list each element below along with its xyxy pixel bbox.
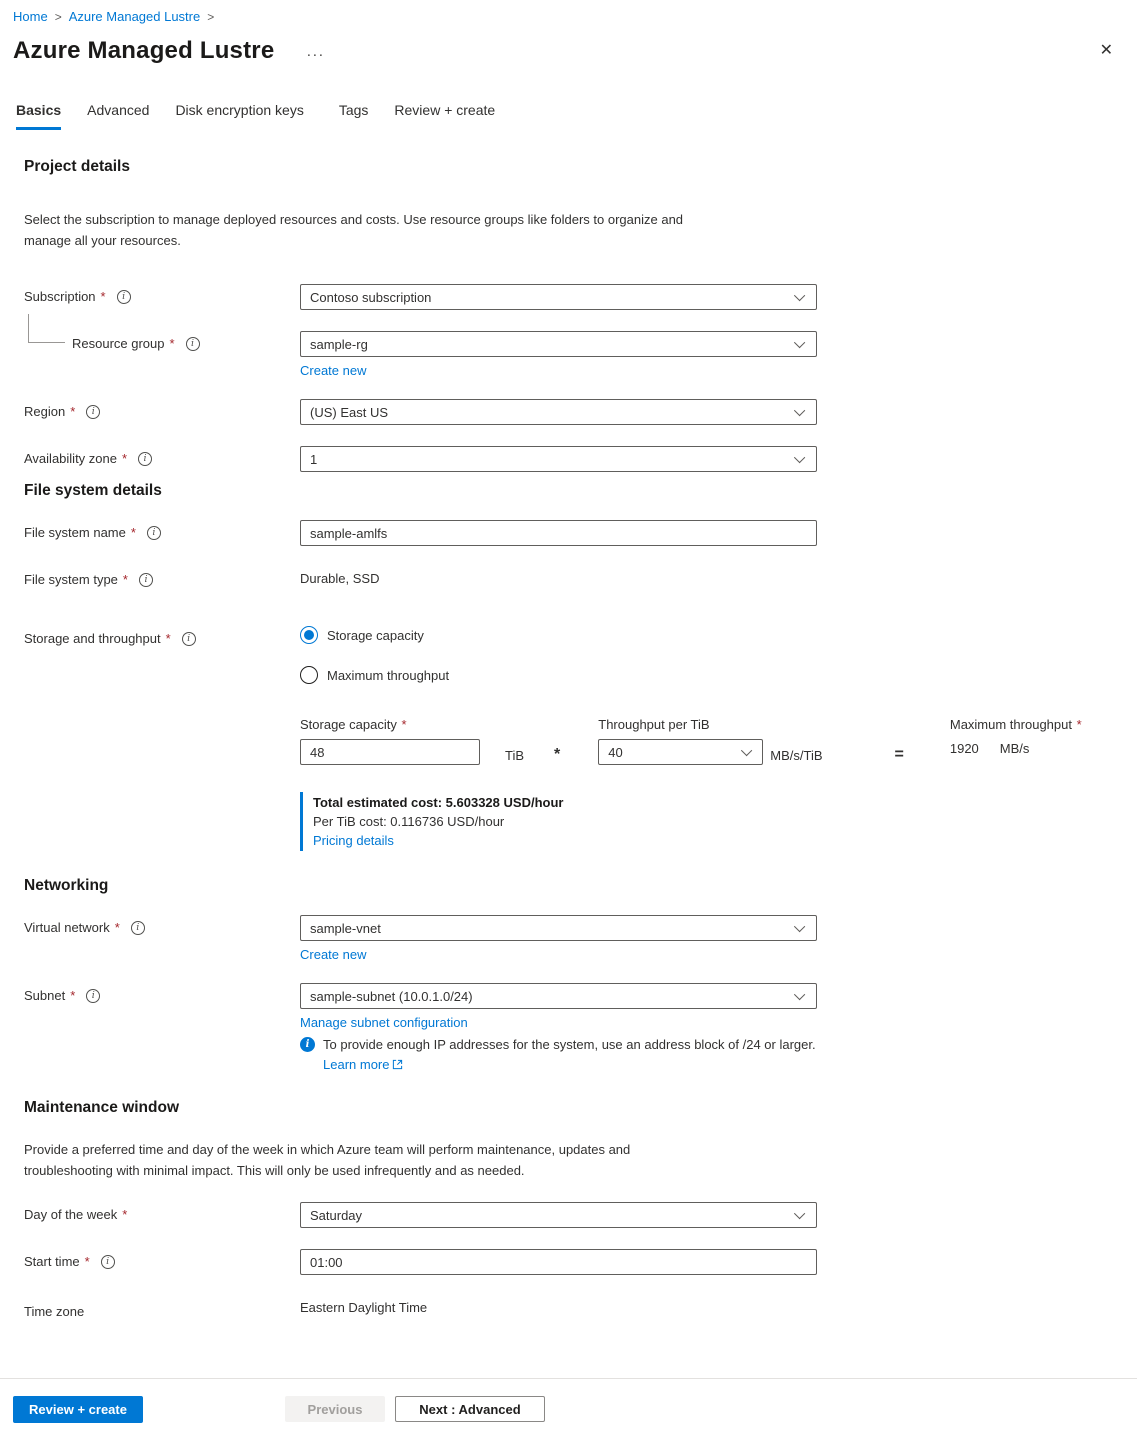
subscription-value: Contoso subscription bbox=[310, 289, 432, 305]
throughput-per-tib-value: 40 bbox=[608, 744, 623, 760]
breadcrumb-parent-link[interactable]: Azure Managed Lustre bbox=[68, 9, 201, 24]
maintenance-description: Provide a preferred time and day of the week in which Azure team will perform maintenance, updates and troubleshooting with minimal impact. This will only be used infrequently and as needed. bbox=[24, 1142, 631, 1179]
maximum-throughput-unit: MB/s bbox=[999, 741, 1030, 757]
time-zone-label bbox=[24, 1296, 300, 1319]
info-icon[interactable]: i bbox=[117, 290, 131, 304]
required-marker: * bbox=[165, 631, 171, 647]
availability-zone-select[interactable] bbox=[300, 446, 817, 472]
radio-storage-capacity-label: Storage capacity bbox=[327, 627, 424, 643]
capacity-unit-label: TiB bbox=[505, 748, 525, 764]
info-filled-icon: i bbox=[300, 1037, 315, 1052]
radio-storage-capacity[interactable] bbox=[300, 626, 1082, 644]
region-label bbox=[24, 399, 300, 419]
required-marker: * bbox=[130, 525, 136, 541]
subscription-select[interactable] bbox=[300, 284, 817, 310]
chevron-down-icon bbox=[794, 921, 805, 932]
required-marker: * bbox=[1076, 717, 1082, 733]
maximum-throughput-sublabel: Maximum throughput * bbox=[949, 717, 1082, 733]
subnet-row bbox=[24, 983, 1137, 1075]
chevron-down-icon bbox=[794, 290, 805, 301]
radio-unselected-icon bbox=[300, 666, 318, 684]
file-system-name-label-text: File system name bbox=[24, 525, 126, 541]
external-link-icon bbox=[392, 1059, 403, 1070]
resource-group-row bbox=[24, 331, 1137, 378]
tab-bar bbox=[16, 102, 1137, 130]
availability-zone-label-text: Availability zone bbox=[24, 451, 117, 467]
file-system-name-row bbox=[24, 520, 1137, 546]
chevron-down-icon bbox=[794, 1208, 805, 1219]
required-marker: * bbox=[70, 988, 76, 1004]
start-time-label bbox=[24, 1249, 300, 1269]
radio-selected-icon bbox=[300, 626, 318, 644]
previous-button[interactable]: Previous bbox=[285, 1396, 385, 1422]
time-zone-value: Eastern Daylight Time bbox=[300, 1300, 428, 1316]
networking-heading: Networking bbox=[24, 877, 109, 895]
virtual-network-select[interactable] bbox=[300, 915, 817, 941]
create-new-vnet-link[interactable]: Create new bbox=[300, 947, 367, 963]
per-tib-cost: Per TiB cost: 0.116736 USD/hour bbox=[313, 814, 505, 830]
time-zone-label-text: Time zone bbox=[24, 1304, 85, 1320]
file-system-name-label bbox=[24, 520, 300, 540]
project-details-heading: Project details bbox=[24, 158, 130, 175]
required-marker: * bbox=[122, 572, 128, 588]
day-of-week-label bbox=[24, 1202, 300, 1222]
tab-basics[interactable]: Basics bbox=[16, 102, 61, 130]
required-marker: * bbox=[100, 289, 106, 305]
info-icon[interactable]: i bbox=[147, 526, 161, 540]
learn-more-link[interactable]: Learn more bbox=[323, 1057, 390, 1073]
chevron-down-icon bbox=[794, 405, 805, 416]
subnet-label-text: Subnet bbox=[24, 988, 66, 1004]
required-marker: * bbox=[114, 920, 120, 936]
info-icon[interactable]: i bbox=[86, 405, 100, 419]
radio-maximum-throughput-label: Maximum throughput bbox=[327, 667, 450, 683]
file-system-type-label-text: File system type bbox=[24, 572, 118, 588]
close-icon[interactable]: ✕ bbox=[1099, 42, 1113, 59]
multiply-operator: * bbox=[554, 746, 561, 764]
maximum-throughput-value: 1920 bbox=[949, 741, 979, 757]
total-estimated-cost: Total estimated cost: 5.603328 USD/hour bbox=[313, 795, 564, 811]
start-time-row bbox=[24, 1249, 1137, 1275]
tab-disk-encryption-keys[interactable]: Disk encryption keys bbox=[175, 102, 304, 118]
info-icon[interactable]: i bbox=[138, 452, 152, 466]
virtual-network-label-text: Virtual network bbox=[24, 920, 110, 936]
manage-subnet-configuration-link[interactable]: Manage subnet configuration bbox=[300, 1015, 468, 1031]
equals-operator: = bbox=[894, 746, 904, 764]
tab-tags[interactable]: Tags bbox=[338, 102, 369, 118]
breadcrumb-separator: > bbox=[54, 9, 62, 24]
availability-zone-row bbox=[24, 446, 1137, 472]
create-new-resource-group-link[interactable]: Create new bbox=[300, 363, 367, 379]
breadcrumb bbox=[0, 0, 1137, 24]
chevron-down-icon bbox=[741, 745, 752, 756]
info-icon[interactable]: i bbox=[139, 573, 153, 587]
required-marker: * bbox=[122, 1207, 128, 1223]
subnet-label bbox=[24, 983, 300, 1003]
day-of-week-select[interactable] bbox=[300, 1202, 817, 1228]
breadcrumb-separator: > bbox=[207, 9, 215, 24]
maximum-throughput-result bbox=[950, 741, 1082, 756]
required-marker: * bbox=[401, 717, 407, 733]
time-zone-row bbox=[24, 1296, 1137, 1319]
start-time-input[interactable] bbox=[300, 1249, 817, 1275]
file-system-details-heading: File system details bbox=[24, 482, 162, 500]
next-advanced-button[interactable]: Next : Advanced bbox=[395, 1396, 545, 1422]
tab-advanced[interactable]: Advanced bbox=[87, 102, 150, 118]
subnet-note-text: To provide enough IP addresses for the system, use an address block of /24 or larger. Learn more bbox=[323, 1037, 816, 1073]
storage-throughput-row bbox=[24, 626, 1137, 851]
info-icon[interactable]: i bbox=[186, 337, 200, 351]
availability-zone-label bbox=[24, 446, 300, 466]
resource-group-label bbox=[72, 331, 300, 351]
info-icon[interactable]: i bbox=[182, 632, 196, 646]
review-create-button[interactable]: Review + create bbox=[13, 1396, 143, 1423]
chevron-down-icon bbox=[794, 452, 805, 463]
info-icon[interactable]: i bbox=[101, 1255, 115, 1269]
throughput-per-tib-select[interactable] bbox=[598, 739, 763, 765]
file-system-name-input[interactable] bbox=[300, 520, 817, 546]
storage-capacity-sublabel: Storage capacity * bbox=[300, 717, 407, 733]
subnet-value: sample-subnet (10.0.1.0/24) bbox=[310, 988, 473, 1004]
availability-zone-value: 1 bbox=[310, 451, 318, 467]
more-options-icon[interactable]: ··· bbox=[306, 46, 325, 63]
subscription-label bbox=[24, 284, 300, 304]
basics-form bbox=[24, 158, 1137, 1319]
required-marker: * bbox=[70, 404, 76, 420]
virtual-network-label bbox=[24, 915, 300, 935]
subscription-row bbox=[24, 284, 1137, 310]
virtual-network-value: sample-vnet bbox=[310, 920, 381, 936]
day-of-week-value: Saturday bbox=[310, 1207, 363, 1223]
throughput-per-tib-sublabel: Throughput per TiB bbox=[598, 717, 710, 733]
region-select[interactable] bbox=[300, 399, 817, 425]
day-of-week-row bbox=[24, 1202, 1137, 1228]
cost-estimate-box bbox=[300, 792, 1082, 851]
file-system-type-value: Durable, SSD bbox=[300, 571, 380, 587]
indent-connector-line bbox=[28, 314, 65, 343]
required-marker: * bbox=[84, 1254, 90, 1270]
capacity-calculation-row bbox=[300, 717, 1082, 765]
per-tib-unit-label: MB/s/TiB bbox=[770, 748, 823, 764]
title-bar bbox=[13, 37, 1113, 65]
region-value: (US) East US bbox=[310, 404, 389, 420]
resource-group-label-text: Resource group bbox=[72, 336, 165, 352]
pricing-details-link[interactable]: Pricing details bbox=[313, 833, 394, 849]
resource-group-value: sample-rg bbox=[310, 336, 368, 352]
maintenance-window-heading: Maintenance window bbox=[24, 1099, 180, 1117]
day-of-week-label-text: Day of the week bbox=[24, 1207, 118, 1223]
resource-group-select[interactable] bbox=[300, 331, 817, 357]
chevron-down-icon bbox=[794, 989, 805, 1000]
storage-throughput-label bbox=[24, 626, 300, 646]
start-time-label-text: Start time bbox=[24, 1254, 80, 1270]
chevron-down-icon bbox=[794, 337, 805, 348]
subnet-select[interactable] bbox=[300, 983, 817, 1009]
virtual-network-row bbox=[24, 915, 1137, 962]
region-row bbox=[24, 399, 1137, 425]
file-system-type-row bbox=[24, 567, 1137, 587]
footer-bar bbox=[0, 1378, 1137, 1439]
info-icon[interactable]: i bbox=[131, 921, 145, 935]
file-system-type-label bbox=[24, 567, 300, 587]
project-details-description: Select the subscription to manage deployed resources and costs. Use resource groups like folders to organize and manage all your resources. bbox=[24, 212, 684, 249]
storage-throughput-label-text: Storage and throughput bbox=[24, 631, 161, 647]
subscription-label-text: Subscription bbox=[24, 289, 96, 305]
radio-maximum-throughput[interactable] bbox=[300, 666, 1082, 684]
required-marker: * bbox=[121, 451, 128, 467]
info-icon[interactable]: i bbox=[86, 989, 100, 1003]
required-marker: * bbox=[169, 336, 175, 352]
page-title: Azure Managed Lustre bbox=[13, 37, 275, 64]
subnet-info-note bbox=[300, 1035, 820, 1075]
region-label-text: Region bbox=[24, 404, 66, 420]
storage-capacity-input[interactable] bbox=[300, 739, 480, 765]
tab-review-create[interactable]: Review + create bbox=[394, 102, 496, 118]
breadcrumb-home-link[interactable]: Home bbox=[13, 9, 48, 24]
